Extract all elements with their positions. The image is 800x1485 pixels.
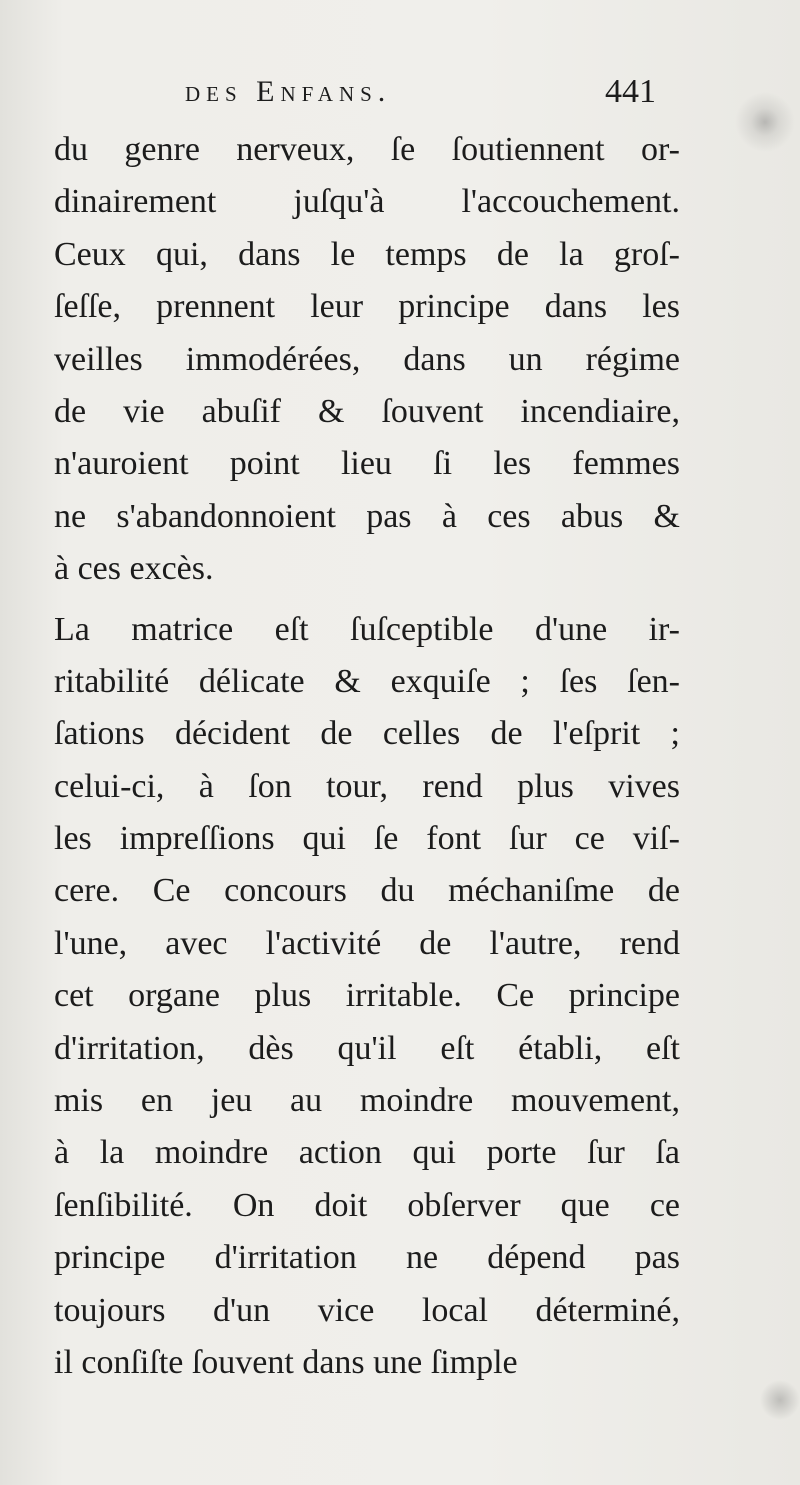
page-header — [0, 70, 800, 114]
text-line: cet organe plus irritable. Ce principe — [54, 977, 680, 1015]
text-line: l'une, avec l'activité de l'autre, rend — [54, 924, 680, 962]
text-line: ſenſibilité. On doit obſerver que ce — [54, 1186, 680, 1224]
text-line: veilles immodérées, dans un régime — [54, 340, 680, 378]
text-line: à la moindre action qui porte ſur ſa — [54, 1134, 680, 1172]
text-line: ſations décident de celles de l'eſprit ; — [54, 715, 680, 753]
paragraph-2 — [54, 604, 680, 1390]
running-title: des Enfans. — [185, 75, 392, 108]
text-line: celui-ci, à ſon tour, rend plus vives — [54, 767, 680, 805]
text-line: Ceux qui, dans le temps de la groſ- — [54, 235, 680, 273]
text-line: ritabilité délicate & exquiſe ; ſes ſen- — [54, 662, 680, 700]
text-line: les impreſſions qui ſe font ſur ce viſ- — [54, 820, 680, 858]
text-line: dinairement juſqu'à l'accouchement. — [54, 183, 680, 221]
page-number: 441 — [605, 73, 656, 110]
text-line: ne s'abandonnoient pas à ces abus & — [54, 497, 680, 535]
paragraph-1 — [54, 124, 680, 596]
paragraph-gap — [54, 596, 680, 604]
text-line: d'irritation, dès qu'il eſt établi, eſt — [54, 1029, 680, 1067]
text-line: cere. Ce concours du méchaniſme de — [54, 872, 680, 910]
body-text — [54, 124, 680, 1389]
text-line: du genre nerveux, ſe ſoutiennent or- — [54, 131, 680, 168]
text-line: mis en jeu au moindre mouvement, — [54, 1082, 680, 1120]
text-line: de vie abuſif & ſouvent incendiaire, — [54, 392, 680, 430]
text-line: il conſiſte ſouvent dans une ſimple — [54, 1343, 518, 1381]
text-line: toujours d'un vice local déterminé, — [54, 1291, 680, 1329]
text-line: à ces excès. — [54, 550, 214, 588]
text-line: principe d'irritation ne dépend pas — [54, 1239, 680, 1277]
text-line: n'auroient point lieu ſi les femmes — [54, 445, 680, 483]
text-line: ſeſſe, prennent leur principe dans les — [54, 288, 680, 326]
text-line: La matrice eſt ſuſceptible d'une ir- — [54, 610, 680, 648]
